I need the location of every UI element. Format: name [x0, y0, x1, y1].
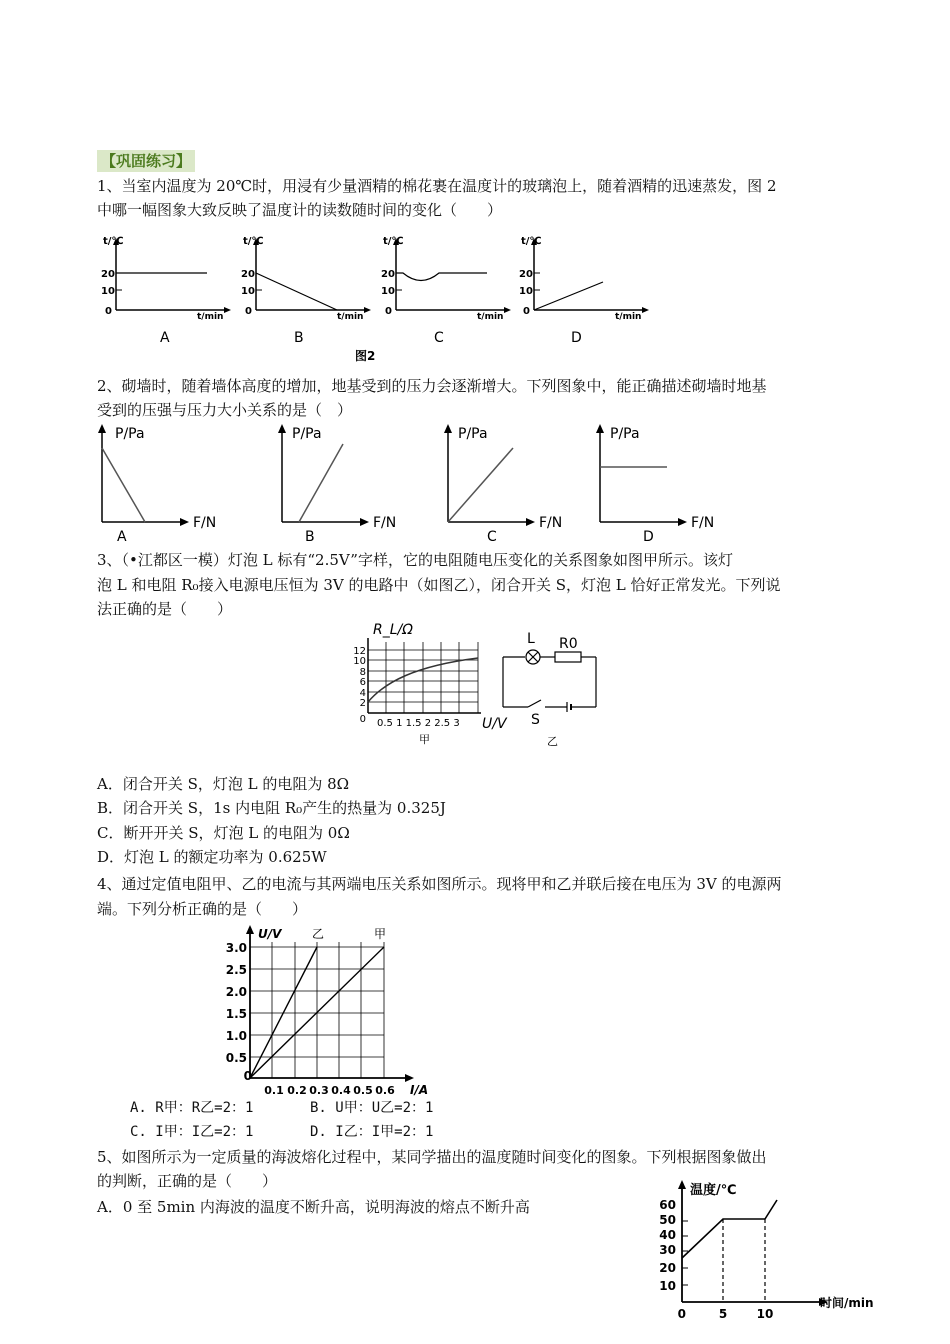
q4-figure: [222, 922, 442, 1097]
svg-text:20: 20: [659, 1261, 676, 1275]
svg-text:F/N: F/N: [539, 515, 563, 531]
q5-stem-line2: 的判断，正确的是（ ）: [97, 1172, 278, 1190]
svg-text:P/Pa: P/Pa: [458, 426, 488, 442]
svg-text:30: 30: [659, 1243, 676, 1257]
svg-text:F/N: F/N: [193, 515, 217, 531]
q3-stem-line3: 法正确的是（ ）: [97, 600, 233, 618]
q3-option-d: D．灯泡 L 的额定功率为 0.625W: [97, 848, 327, 866]
svg-text:时间/min: 时间/min: [820, 1296, 874, 1310]
q3-circuit: [503, 650, 596, 712]
q4-option-b: B. U甲：U乙=2：1: [310, 1100, 434, 1116]
svg-text:U/V: U/V: [482, 716, 507, 732]
q5-figure: [650, 1176, 890, 1336]
q1-graph-d: [519, 236, 649, 346]
q1-graph-a: [101, 236, 231, 346]
q3-circuit-S: S: [531, 712, 540, 728]
svg-text:0: 0: [243, 1069, 252, 1083]
svg-text:0: 0: [385, 306, 392, 317]
section-title: 【巩固练习】: [97, 150, 195, 172]
svg-text:P/Pa: P/Pa: [292, 426, 322, 442]
svg-text:I/A: I/A: [410, 1083, 429, 1097]
q3-option-a: A．闭合开关 S，灯泡 L 的电阻为 8Ω: [97, 775, 350, 793]
svg-text:C: C: [434, 330, 444, 346]
svg-text:1.5: 1.5: [225, 1007, 247, 1021]
svg-text:P/Pa: P/Pa: [610, 426, 640, 442]
q5-curve: [682, 1200, 777, 1258]
svg-text:10: 10: [756, 1307, 774, 1321]
svg-text:20: 20: [381, 269, 395, 280]
q2-graph-a: [98, 424, 216, 545]
svg-text:F/N: F/N: [373, 515, 397, 531]
q3-stem-line1: 3、（•江都区一模）灯泡 L 标有“2.5V”字样，它的电阻随电压变化的关系图象如图甲所示。该灯: [97, 551, 733, 569]
svg-text:5: 5: [718, 1307, 728, 1321]
svg-text:2.0: 2.0: [225, 985, 247, 999]
svg-text:D: D: [571, 330, 582, 346]
svg-text:P/Pa: P/Pa: [115, 426, 145, 442]
q1-stem-line2: 中哪一幅图象大致反映了温度计的读数随时间的变化（ ）: [97, 201, 503, 219]
q1-graph-b: [241, 236, 371, 346]
q1-figure-caption: 图2: [355, 349, 376, 363]
q2-figure: [97, 422, 737, 546]
svg-text:F/N: F/N: [691, 515, 715, 531]
q3-graph-caption: 甲: [419, 733, 430, 746]
q2-stem-line1: 2、砌墙时，随着墙体高度的增加，地基受到的压力会逐渐增大。下列图象中，能正确描述砌墙时地基: [97, 377, 767, 395]
q4-stem-line2: 端。下列分析正确的是（ ）: [97, 900, 308, 918]
svg-text:t/min: t/min: [615, 312, 642, 322]
q2-graph-d: [596, 424, 714, 545]
q4-option-d: D. I乙：I甲=2：1: [310, 1124, 434, 1140]
q5-stem-line1: 5、如图所示为一定质量的海波熔化过程中，某同学描出的温度随时间变化的图象。下列根据图象做出: [97, 1148, 767, 1166]
svg-text:t/min: t/min: [337, 312, 364, 322]
q3-circuit-R0: R0: [559, 636, 578, 652]
svg-text:4: 4: [359, 688, 366, 699]
svg-text:50: 50: [659, 1213, 676, 1227]
svg-text:8: 8: [359, 667, 366, 678]
q4-option-c: C. I甲：I乙=2：1: [130, 1124, 254, 1140]
q3-graph-ylabel: R_L/Ω: [373, 622, 413, 638]
svg-text:0: 0: [245, 306, 252, 317]
svg-text:0.5: 0.5: [353, 1084, 373, 1097]
q5-option-a: A．0 至 5min 内海波的温度不断升高，说明海波的熔点不断升高: [97, 1198, 530, 1216]
svg-text:3.0: 3.0: [225, 941, 247, 955]
q1-figure: [97, 232, 657, 367]
svg-text:A: A: [160, 330, 170, 346]
svg-text:0: 0: [105, 306, 112, 317]
q1-a-ylabel: t/℃: [103, 236, 124, 247]
q2-graph-c: [444, 424, 562, 545]
q3-circuit-L: L: [527, 631, 535, 647]
svg-text:2: 2: [359, 698, 366, 709]
q3-stem-line2: 泡 L 和电阻 R₀接入电源电压恒为 3V 的电路中（如图乙），闭合开关 S，灯泡 L 恰好正常发光。下列说: [97, 576, 781, 594]
svg-text:0: 0: [359, 714, 366, 725]
svg-text:6: 6: [359, 677, 366, 688]
svg-text:12: 12: [353, 646, 366, 657]
q2-graph-b: [278, 424, 396, 545]
svg-text:0.4: 0.4: [331, 1084, 351, 1097]
q1-a-xlabel: t/min: [197, 312, 224, 322]
q4-label-jia: 甲: [374, 927, 387, 941]
svg-text:10: 10: [659, 1279, 676, 1293]
svg-text:温度/℃: 温度/℃: [690, 1183, 737, 1198]
svg-text:0.3: 0.3: [309, 1084, 329, 1097]
q4-line-yi: [250, 947, 317, 1078]
svg-text:0: 0: [523, 306, 530, 317]
svg-text:0: 0: [677, 1307, 686, 1321]
svg-text:B: B: [294, 330, 304, 346]
q3-option-b: B．闭合开关 S，1s 内电阻 R₀产生的热量为 0.325J: [97, 799, 446, 817]
svg-text:10: 10: [519, 286, 533, 297]
svg-text:t/℃: t/℃: [243, 236, 264, 247]
svg-text:10: 10: [241, 286, 255, 297]
svg-text:20: 20: [101, 269, 115, 280]
svg-text:60: 60: [659, 1198, 676, 1212]
svg-text:20: 20: [241, 269, 255, 280]
q1-stem-line1: 1、当室内温度为 20℃时，用浸有少量酒精的棉花裹在温度计的玻璃泡上，随着酒精的迅速蒸发，图 2: [97, 177, 777, 195]
svg-text:10: 10: [381, 286, 395, 297]
svg-text:B: B: [305, 529, 315, 545]
svg-text:0.5: 0.5: [225, 1051, 247, 1065]
svg-text:1.0: 1.0: [225, 1029, 247, 1043]
svg-text:0.1: 0.1: [264, 1084, 284, 1097]
svg-text:10: 10: [353, 656, 366, 667]
svg-text:t/℃: t/℃: [383, 236, 404, 247]
svg-text:t/℃: t/℃: [521, 236, 542, 247]
svg-text:2.5: 2.5: [225, 963, 247, 977]
q3-circuit-caption: 乙: [547, 735, 558, 748]
svg-text:0.5 1 1.5 2 2.5 3: 0.5 1 1.5 2 2.5 3: [377, 718, 460, 729]
q1-graph-c: [381, 236, 511, 346]
svg-text:U/V: U/V: [258, 927, 282, 941]
svg-text:20: 20: [519, 269, 533, 280]
svg-text:0.6: 0.6: [375, 1084, 395, 1097]
q3-figure: [355, 618, 615, 753]
svg-text:C: C: [487, 529, 497, 545]
svg-text:10: 10: [101, 286, 115, 297]
svg-text:t/min: t/min: [477, 312, 504, 322]
q4-stem-line1: 4、通过定值电阻甲、乙的电流与其两端电压关系如图所示。现将甲和乙并联后接在电压为 3V 的电源两: [97, 875, 782, 893]
q3-option-c: C．断开开关 S，灯泡 L 的电阻为 0Ω: [97, 824, 350, 842]
q4-label-yi: 乙: [312, 927, 325, 941]
svg-text:0.2: 0.2: [287, 1084, 307, 1097]
q2-stem-line2: 受到的压强与压力大小关系的是（ ）: [97, 401, 353, 419]
svg-text:40: 40: [659, 1228, 676, 1242]
svg-text:D: D: [643, 529, 654, 545]
q4-option-a: A. R甲：R乙=2：1: [130, 1100, 254, 1116]
svg-text:A: A: [117, 529, 127, 545]
